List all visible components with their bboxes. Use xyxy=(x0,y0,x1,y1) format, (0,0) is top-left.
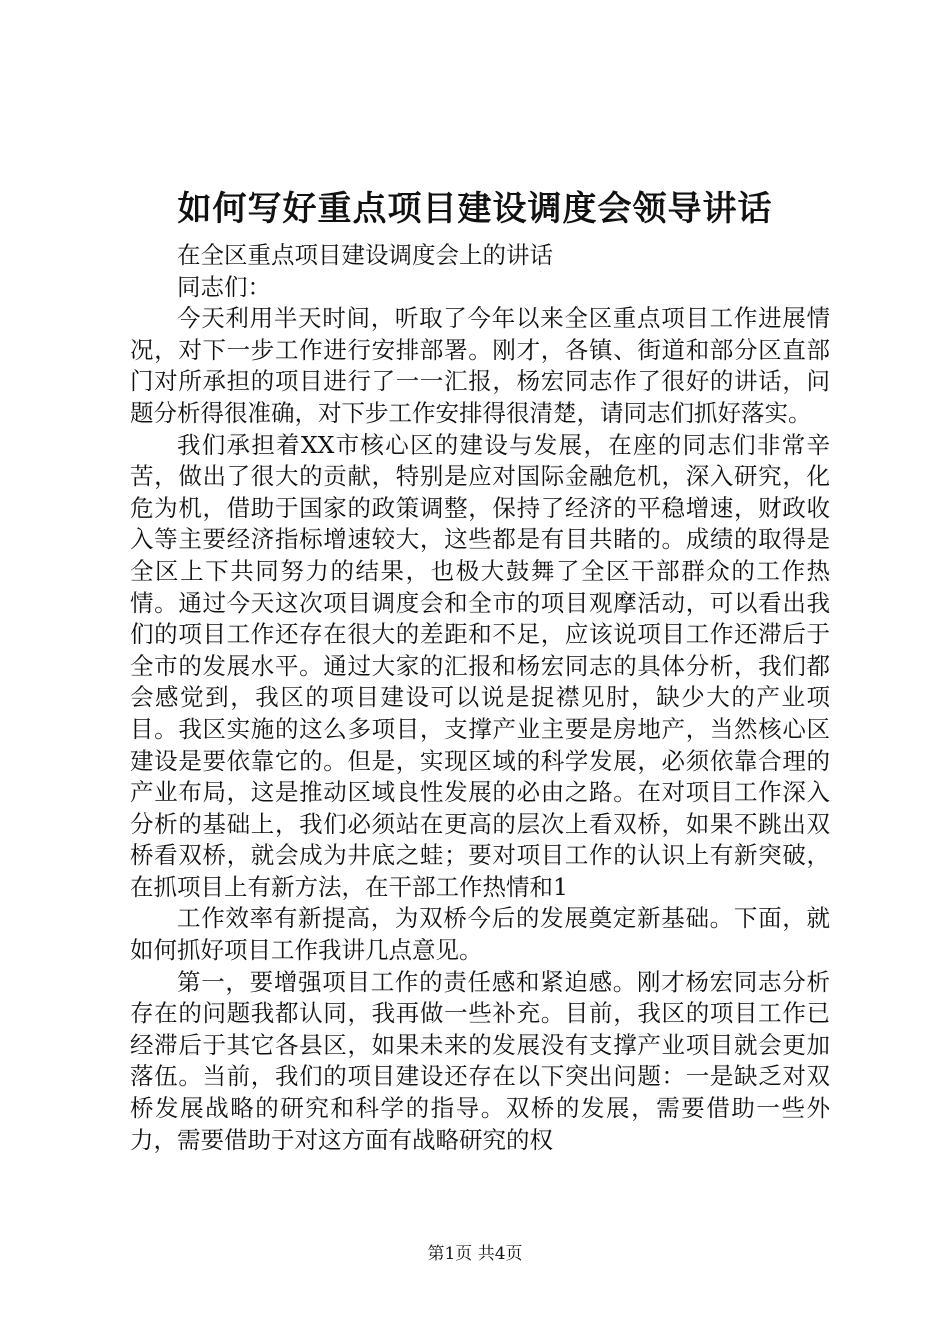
document-title: 如何写好重点项目建设调度会领导讲话 xyxy=(177,189,773,229)
paragraph: 第一，要增强项目工作的责任感和紧迫感。刚才杨宏同志分析存在的问题我都认同，我再做一些补充。目前，我区的项目工作已经滞后于其它各县区，如果未来的发展没有支撑产业项目就会更加落伍。当前，我们的项目建设还存在以下突出问题：一是缺乏对双桥发展战略的研究和科学的指导。双桥的发展，需要借助一些外力，需要借助于对这方面有战略研究的权 xyxy=(130,967,830,1154)
paragraph: 今天利用半天时间，听取了今年以来全区重点项目工作进展情况，对下一步工作进行安排部署。刚才，各镇、街道和部分区直部门对所承担的项目进行了一一汇报，杨宏同志作了很好的讲话，问题分析得很准确，对下步工作安排得很清楚，请同志们抓好落实。 xyxy=(130,304,830,427)
speech-heading: 在全区重点项目建设调度会上的讲话 xyxy=(177,241,553,269)
paragraph: 我们承担着XX市核心区的建设与发展，在座的同志们非常辛苦，做出了很大的贡献，特别是应对国际金融危机，深入研究，化危为机，借助于国家的政策调整，保持了经济的平稳增速，财政收入等主要经济指标增速较大，这些都是有目共睹的。成绩的取得是全区上下共同努力的结果，也极大鼓舞了全区干部群众的工作热情。通过今天这次项目调度会和全市的项目观摩活动，可以看出我们的项目工作还存在很大的差距和不足，应该说项目工作还滞后于全市的发展水平。通过大家的汇报和杨宏同志的具体分析，我们都会感觉到，我区的项目建设可以说是捉襟见肘，缺少大的产业项目。我区实施的这么多项目，支撑产业主要是房地产，当然核心区建设是要依靠它的。但是，实现区域的科学发展，必须依靠合理的产业布局，这是推动区域良性发展的必由之路。在对项目工作深入分析的基础上，我们必须站在更高的层次上看双桥，如果不跳出双桥看双桥，就会成为井底之蛙；要对项目工作的认识上有新突破，在抓项目上有新方法，在干部工作热情和1 xyxy=(130,430,830,901)
page-footer: 第1页 共4页 xyxy=(427,1244,523,1264)
document-body xyxy=(130,240,830,1156)
paragraph: 工作效率有新提高，为双桥今后的发展奠定新基础。下面，就如何抓好项目工作我讲几点意见。 xyxy=(130,904,830,965)
salutation: 同志们： xyxy=(177,272,271,301)
